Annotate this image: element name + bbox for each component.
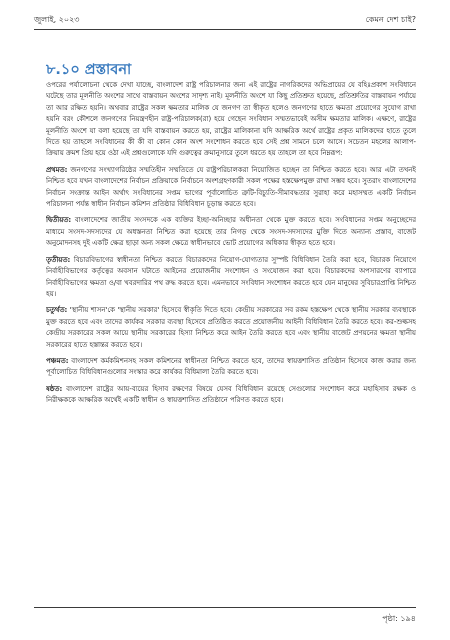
proposal-4-text: 'স্থানীয় শাসন'কে 'স্থানীয় সরকার' হিসেবে স্বীকৃতি দিতে হবে। কেন্দ্রীয় সরকারের সব রকম হস্তক্ষেপ থেকে স্থানীয় সরকার ব্যবস্থাকে মুক্ত করতে হবে এবং তাদের কার্যকর সরকার ব্যবস্থা হিসেবে প্রতিষ্ঠিত করতে প্রয়োজনীয় আইনী বিধিবিধান তৈরি করতে হবে। কর-শুল্কসহ কেন্দ্রীয় সরকারের সকল আয়ে স্থানীয় সরকারের হিস্যা নিশ্চিত করে আইন তৈরি করতে হবে এবং স্থানীয় বাজেট প্রণয়নের ক্ষমতা স্থানীয় সরকারের হাতে হস্তান্তর করতে হবে।	[46, 306, 416, 349]
proposal-3-lead: তৃতীয়ত:	[46, 255, 71, 264]
proposal-paragraph-6	[46, 384, 416, 407]
proposal-5-lead: পঞ্চমত:	[46, 356, 69, 365]
proposal-paragraph-2	[46, 215, 416, 249]
proposal-1-text: জনগণের সংখ্যাগরিষ্ঠের সম্মতিহীন সম্মতিতে যে রাষ্ট্রপরিচালকরা নিয়োজিত হচ্ছেন তা নিশ্চিত করতে হবে। আর এটা তখনই নিশ্চিত হবে যখন বাংলাদেশের নির্বাচন প্রক্রিয়াকে নির্বাচনে অংশগ্রহণকারী সকল পক্ষের হস্তক্ষেপমুক্ত রাখা সম্ভব হবে। সুতরাং বাংলাদেশের নির্বাচন সংক্রান্ত আইন অর্থাৎ সংবিধানের সপ্তম ভাগের পূর্বালোচিত ত্রুটি-বিচ্যুতি-সীমাবদ্ধতার সুরাহা করে মহাসম্মত একটি নির্বাচন পরিচালনা পর্যন্ত স্বাধীন নির্বাচন কমিশন প্রতিষ্ঠার বিধিবিধান চূড়ান্ত করতে হবে।	[46, 165, 416, 209]
section-body	[46, 80, 416, 412]
header-book-title: কেমন দেশ চাই?	[365, 15, 416, 24]
proposal-2-lead: দ্বিতীয়ত:	[46, 216, 72, 225]
header-rule	[34, 29, 416, 30]
page-number: পৃষ্ঠা: ১৯৪	[382, 614, 416, 623]
proposal-2-text: বাংলাদেশের জাতীয় সংসদকে এক ব্যক্তির ইচ্ছা-অনিচ্ছার অধীনতা থেকে মুক্ত করতে হবে। সংবিধানের সপ্তম অনুচ্ছেদের মাধ্যমে সংসদ-সদস্যদের যে অধস্তনতা নিশ্চিত করা হয়েছে তার নিগড় থেকে সংসদ-সদস্যদের মুক্তি দিতে অন্যান্য প্রস্তাব, বাজেট অনুমোদনসহ দুই একটি ক্ষেত্র ছাড়া অন্য সকল ক্ষেত্রে স্বাধীনভাবে ভোট প্রয়োগের অধিকার স্বীকৃত হতে হবে।	[46, 216, 416, 248]
header-date: জুলাই, ২০২৩	[34, 15, 80, 24]
proposal-3-text: বিচারবিভাগের স্বাধীনতা নিশ্চিত করতে বিচারকদের নিয়োগ-যোগ্যতার সুস্পষ্ট বিধিবিধান তৈরি করা হবে, বিচারক নিয়োগে নির্বাহীবিভাগের কর্তৃত্বের অবসান ঘটাতে আইনের প্রয়োজনীয় সংশোধন ও সংযোজন করা হবে। বিচারকদের অপসারণের ব্যাপারে নির্বাহীবিভাগের ক্ষমতা ও/বা খবরদারির পথ রুদ্ধ করতে হবে। এমনভাবে সংবিধান সংশোধন করতে হবে যেন মানুষের সুবিচারপ্রাপ্তি নিশ্চিত হয়।	[46, 255, 416, 298]
intro-paragraph	[46, 80, 416, 160]
proposal-paragraph-4	[46, 305, 416, 351]
section-title: ৮.১০ প্রস্তাবনা	[46, 62, 132, 78]
proposal-paragraph-5	[46, 356, 416, 379]
proposal-5-text: বাংলাদেশ কর্মকমিশনসহ সকল কমিশনের স্বাধীনতা নিশ্চিত করতে হবে, তাদের স্বায়ত্তশাসিত প্রতিষ্ঠান হিসেবে কাজ করার জন্য পূর্বালোচিত বিধিবিধানগুলোর সংস্কার করে কার্যকর বিধিমালা তৈরি করতে হবে।	[46, 356, 416, 377]
proposal-1-lead: প্রথমত:	[46, 165, 68, 174]
proposal-6-lead: ষষ্ঠত:	[46, 384, 63, 393]
proposal-4-lead: চতুর্থত:	[46, 306, 68, 315]
proposal-6-text: বাংলাদেশ রাষ্ট্রের আয়-ব্যয়ের হিসাব রক্ষণের বিষয়ে যেসব বিধিবিধান রয়েছে সেগুলোর সংশোধন করে মহাহিসাব রক্ষক ও নিরীক্ষককে আক্ষরিক অর্থেই একটি স্বাধীন ও স্বায়ত্তশাসিত প্রতিষ্ঠানে পরিণত করতে হবে।	[46, 384, 416, 405]
intro-paragraph-text: ওপরের পর্যালোচনা থেকে দেখা যাচ্ছে, বাংলাদেশ রাষ্ট্র পরিচালনার জন্য এই রাষ্ট্রের নাগরিকদের অভিপ্রায়ের যে বহিঃপ্রকাশ সংবিধানে ঘটেছে তার মূলনীতি অংশের সাথে বাস্তবায়ন অংশের সাদৃশ্য নাই। মূলনীতি অংশে যা কিছু প্রতিশ্রুত হয়েছে, প্রতিশ্রুতির বাস্তবায়ন পর্যায়ে তা আর রক্ষিত হয়নি। অথবার রাষ্ট্রের সকল ক্ষমতার মালিক যে জনগণ তা স্বীকৃত হলেও জনগণের হাতে ক্ষমতা প্রয়োগের সুযোগ রাখা হয়নি বরং কৌশলে জনগণের নিয়ন্ত্রণহীন রাষ্ট্র-পরিচালক(রা) হয়ে গেছেন সংবিধান সম্মতভাবেই অসীম ক্ষমতার মালিক। এক্ষণে, রাষ্ট্রের মূলনীতি অংশে যা বলা হয়েছে তা যদি বাস্তবায়ন করতে হয়, রাষ্ট্রের মালিকানা যদি আক্ষরিক অর্থে রাষ্ট্রের প্রকৃত মালিকদের হাতে তুলে দিতে হয় তাহলে সংবিধানের কী কী বা কোন কোন অংশ সংশোধন করতে হবে সেই প্রশ্ন সামনে চলে আসে। সচেতন মহলের আলাপ-ক্রিয়ায় ক্রমশ প্রিয় হয়ে ওঠা এই প্রশ্নগুলোকে যদি গুরুত্বের ক্রমানুসারে তুলে ধরতে হয় তাহলে তা হবে নিম্নরূপ:	[46, 81, 416, 158]
proposal-paragraph-3	[46, 255, 416, 301]
proposal-paragraph-1	[46, 165, 416, 211]
footer-rule	[34, 607, 416, 608]
